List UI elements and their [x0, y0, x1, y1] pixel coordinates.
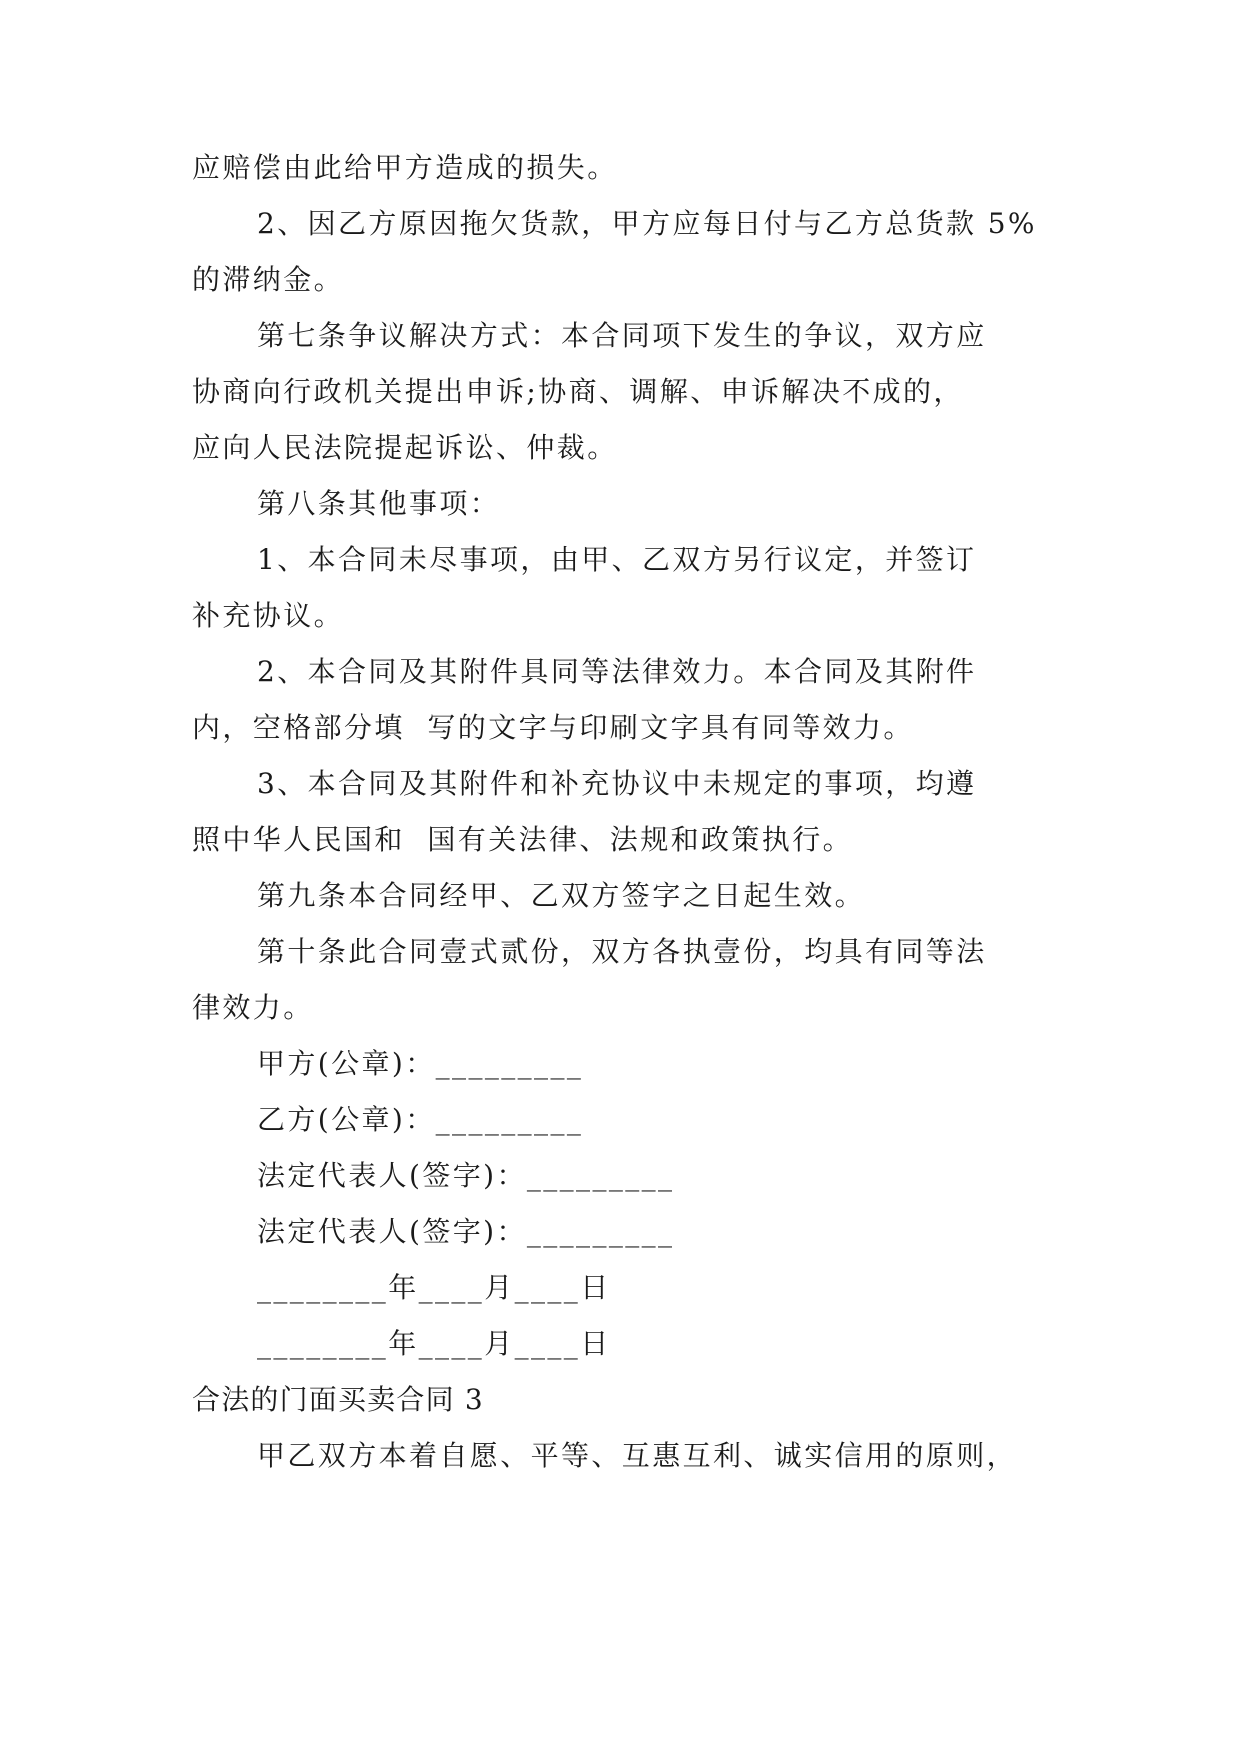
body-line: 3、本合同及其附件和补充协议中未规定的事项，均遵 — [257, 767, 977, 800]
date-line: ________年____月____日 — [257, 1327, 611, 1360]
body-line: 第七条争议解决方式：本合同项下发生的争议，双方应 — [257, 319, 987, 352]
body-line: 甲乙双方本着自愿、平等、互惠互利、诚实信用的原则， — [257, 1439, 1018, 1472]
body-line: 补充协议。 — [192, 599, 345, 632]
body-line: 应赔偿由此给甲方造成的损失。 — [192, 151, 618, 184]
signature-line: 乙方(公章)：_________ — [257, 1103, 584, 1136]
body-line: 第八条其他事项： — [257, 487, 501, 520]
body-line: 律效力。 — [192, 991, 314, 1024]
body-line: 协商向行政机关提出申诉;协商、调解、申诉解决不成的， — [192, 375, 964, 408]
body-line: 应向人民法院提起诉讼、仲裁。 — [192, 431, 618, 464]
body-line: 2、本合同及其附件具同等法律效力。本合同及其附件 — [257, 655, 977, 688]
date-line: ________年____月____日 — [257, 1271, 611, 1304]
body-line: 照中华人民国和 国有关法律、法规和政策执行。 — [192, 823, 854, 856]
body-line: 的滞纳金。 — [192, 263, 345, 296]
body-line: 2、因乙方原因拖欠货款，甲方应每日付与乙方总货款 5% — [257, 207, 1037, 240]
signature-line: 甲方(公章)：_________ — [257, 1047, 584, 1080]
body-line: 1、本合同未尽事项，由甲、乙双方另行议定，并签订 — [257, 543, 977, 576]
body-line: 第十条此合同壹式贰份，双方各执壹份，均具有同等法 — [257, 935, 987, 968]
section-heading: 合法的门面买卖合同 3 — [192, 1383, 484, 1416]
body-line: 内，空格部分填 写的文字与印刷文字具有同等效力。 — [192, 711, 914, 744]
signature-line: 法定代表人(签字)：_________ — [257, 1159, 675, 1192]
body-line: 第九条本合同经甲、乙双方签字之日起生效。 — [257, 879, 866, 912]
signature-line: 法定代表人(签字)：_________ — [257, 1215, 675, 1248]
